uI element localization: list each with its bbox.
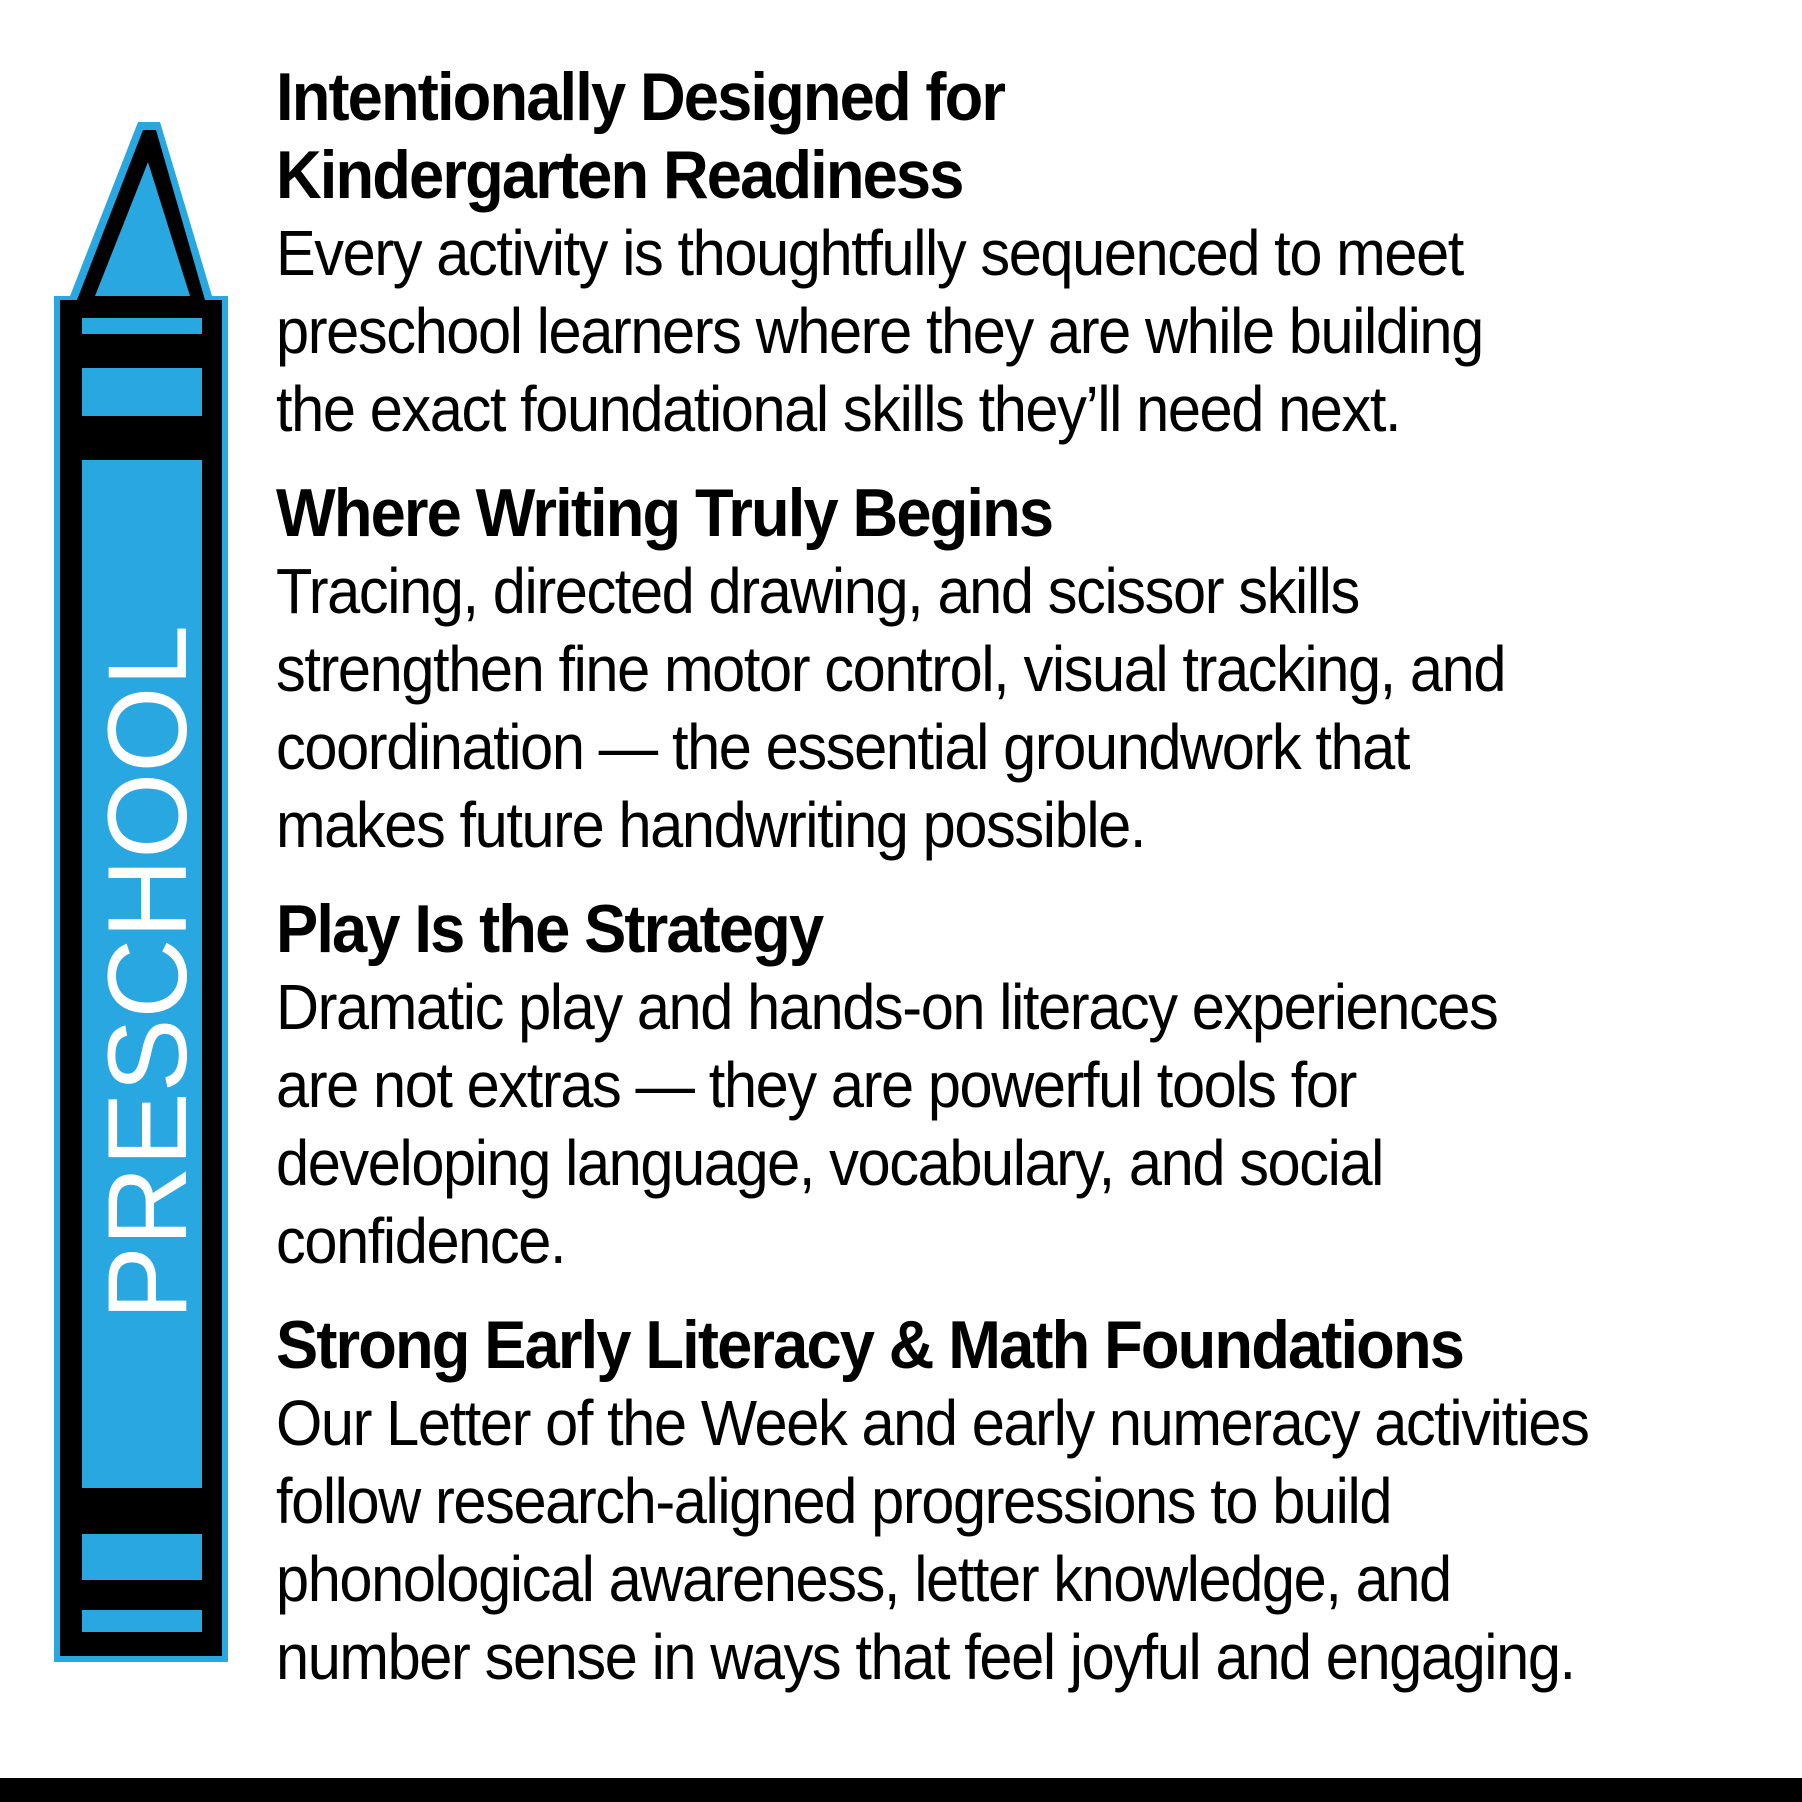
body-line: developing language, vocabulary, and social bbox=[276, 1127, 1383, 1199]
heading-line: Play Is the Strategy bbox=[276, 891, 823, 967]
section-heading bbox=[276, 58, 1671, 214]
body-line: Tracing, directed drawing, and scissor skills bbox=[276, 555, 1359, 627]
body-line: follow research-aligned progressions to build bbox=[276, 1465, 1392, 1537]
section-body bbox=[276, 1384, 1671, 1696]
crayon-band-top-1 bbox=[82, 318, 202, 334]
section-heading bbox=[276, 1306, 1671, 1384]
crayon-band-top-2 bbox=[82, 368, 202, 416]
body-line: phonological awareness, letter knowledge, and bbox=[276, 1543, 1451, 1615]
feature-list bbox=[276, 58, 1776, 1722]
section-heading bbox=[276, 890, 1671, 968]
body-line: confidence. bbox=[276, 1205, 566, 1277]
body-line: makes future handwriting possible. bbox=[276, 789, 1145, 861]
body-line: are not extras — they are powerful tools for bbox=[276, 1049, 1356, 1121]
body-line: preschool learners where they are while building bbox=[276, 295, 1483, 367]
heading-line: Intentionally Designed for bbox=[276, 59, 1005, 135]
section-play-strategy bbox=[276, 890, 1776, 1280]
bottom-border bbox=[0, 1778, 1802, 1802]
section-body bbox=[276, 552, 1671, 864]
heading-line: Where Writing Truly Begins bbox=[276, 475, 1053, 551]
body-line: strengthen fine motor control, visual tracking, and bbox=[276, 633, 1506, 705]
body-line: coordination — the essential groundwork that bbox=[276, 711, 1410, 783]
body-line: the exact foundational skills they’ll need next. bbox=[276, 373, 1401, 445]
section-heading bbox=[276, 474, 1671, 552]
crayon-label: PRESCHOOL bbox=[85, 616, 210, 1320]
body-line: Our Letter of the Week and early numeracy activities bbox=[276, 1387, 1589, 1459]
section-body bbox=[276, 968, 1671, 1280]
section-literacy-math bbox=[276, 1306, 1776, 1696]
body-line: Dramatic play and hands-on literacy experiences bbox=[276, 971, 1498, 1043]
section-body bbox=[276, 214, 1671, 448]
crayon-band-bottom-1 bbox=[82, 1534, 202, 1580]
body-line: Every activity is thoughtfully sequenced to meet bbox=[276, 217, 1463, 289]
heading-line: Strong Early Literacy & Math Foundations bbox=[276, 1307, 1464, 1383]
crayon-band-bottom-2 bbox=[82, 1610, 202, 1632]
crayon-illustration bbox=[0, 0, 260, 1700]
section-writing-begins bbox=[276, 474, 1776, 864]
heading-line: Kindergarten Readiness bbox=[276, 137, 963, 213]
body-line: number sense in ways that feel joyful and engaging. bbox=[276, 1621, 1575, 1693]
section-kindergarten-readiness bbox=[276, 58, 1776, 448]
